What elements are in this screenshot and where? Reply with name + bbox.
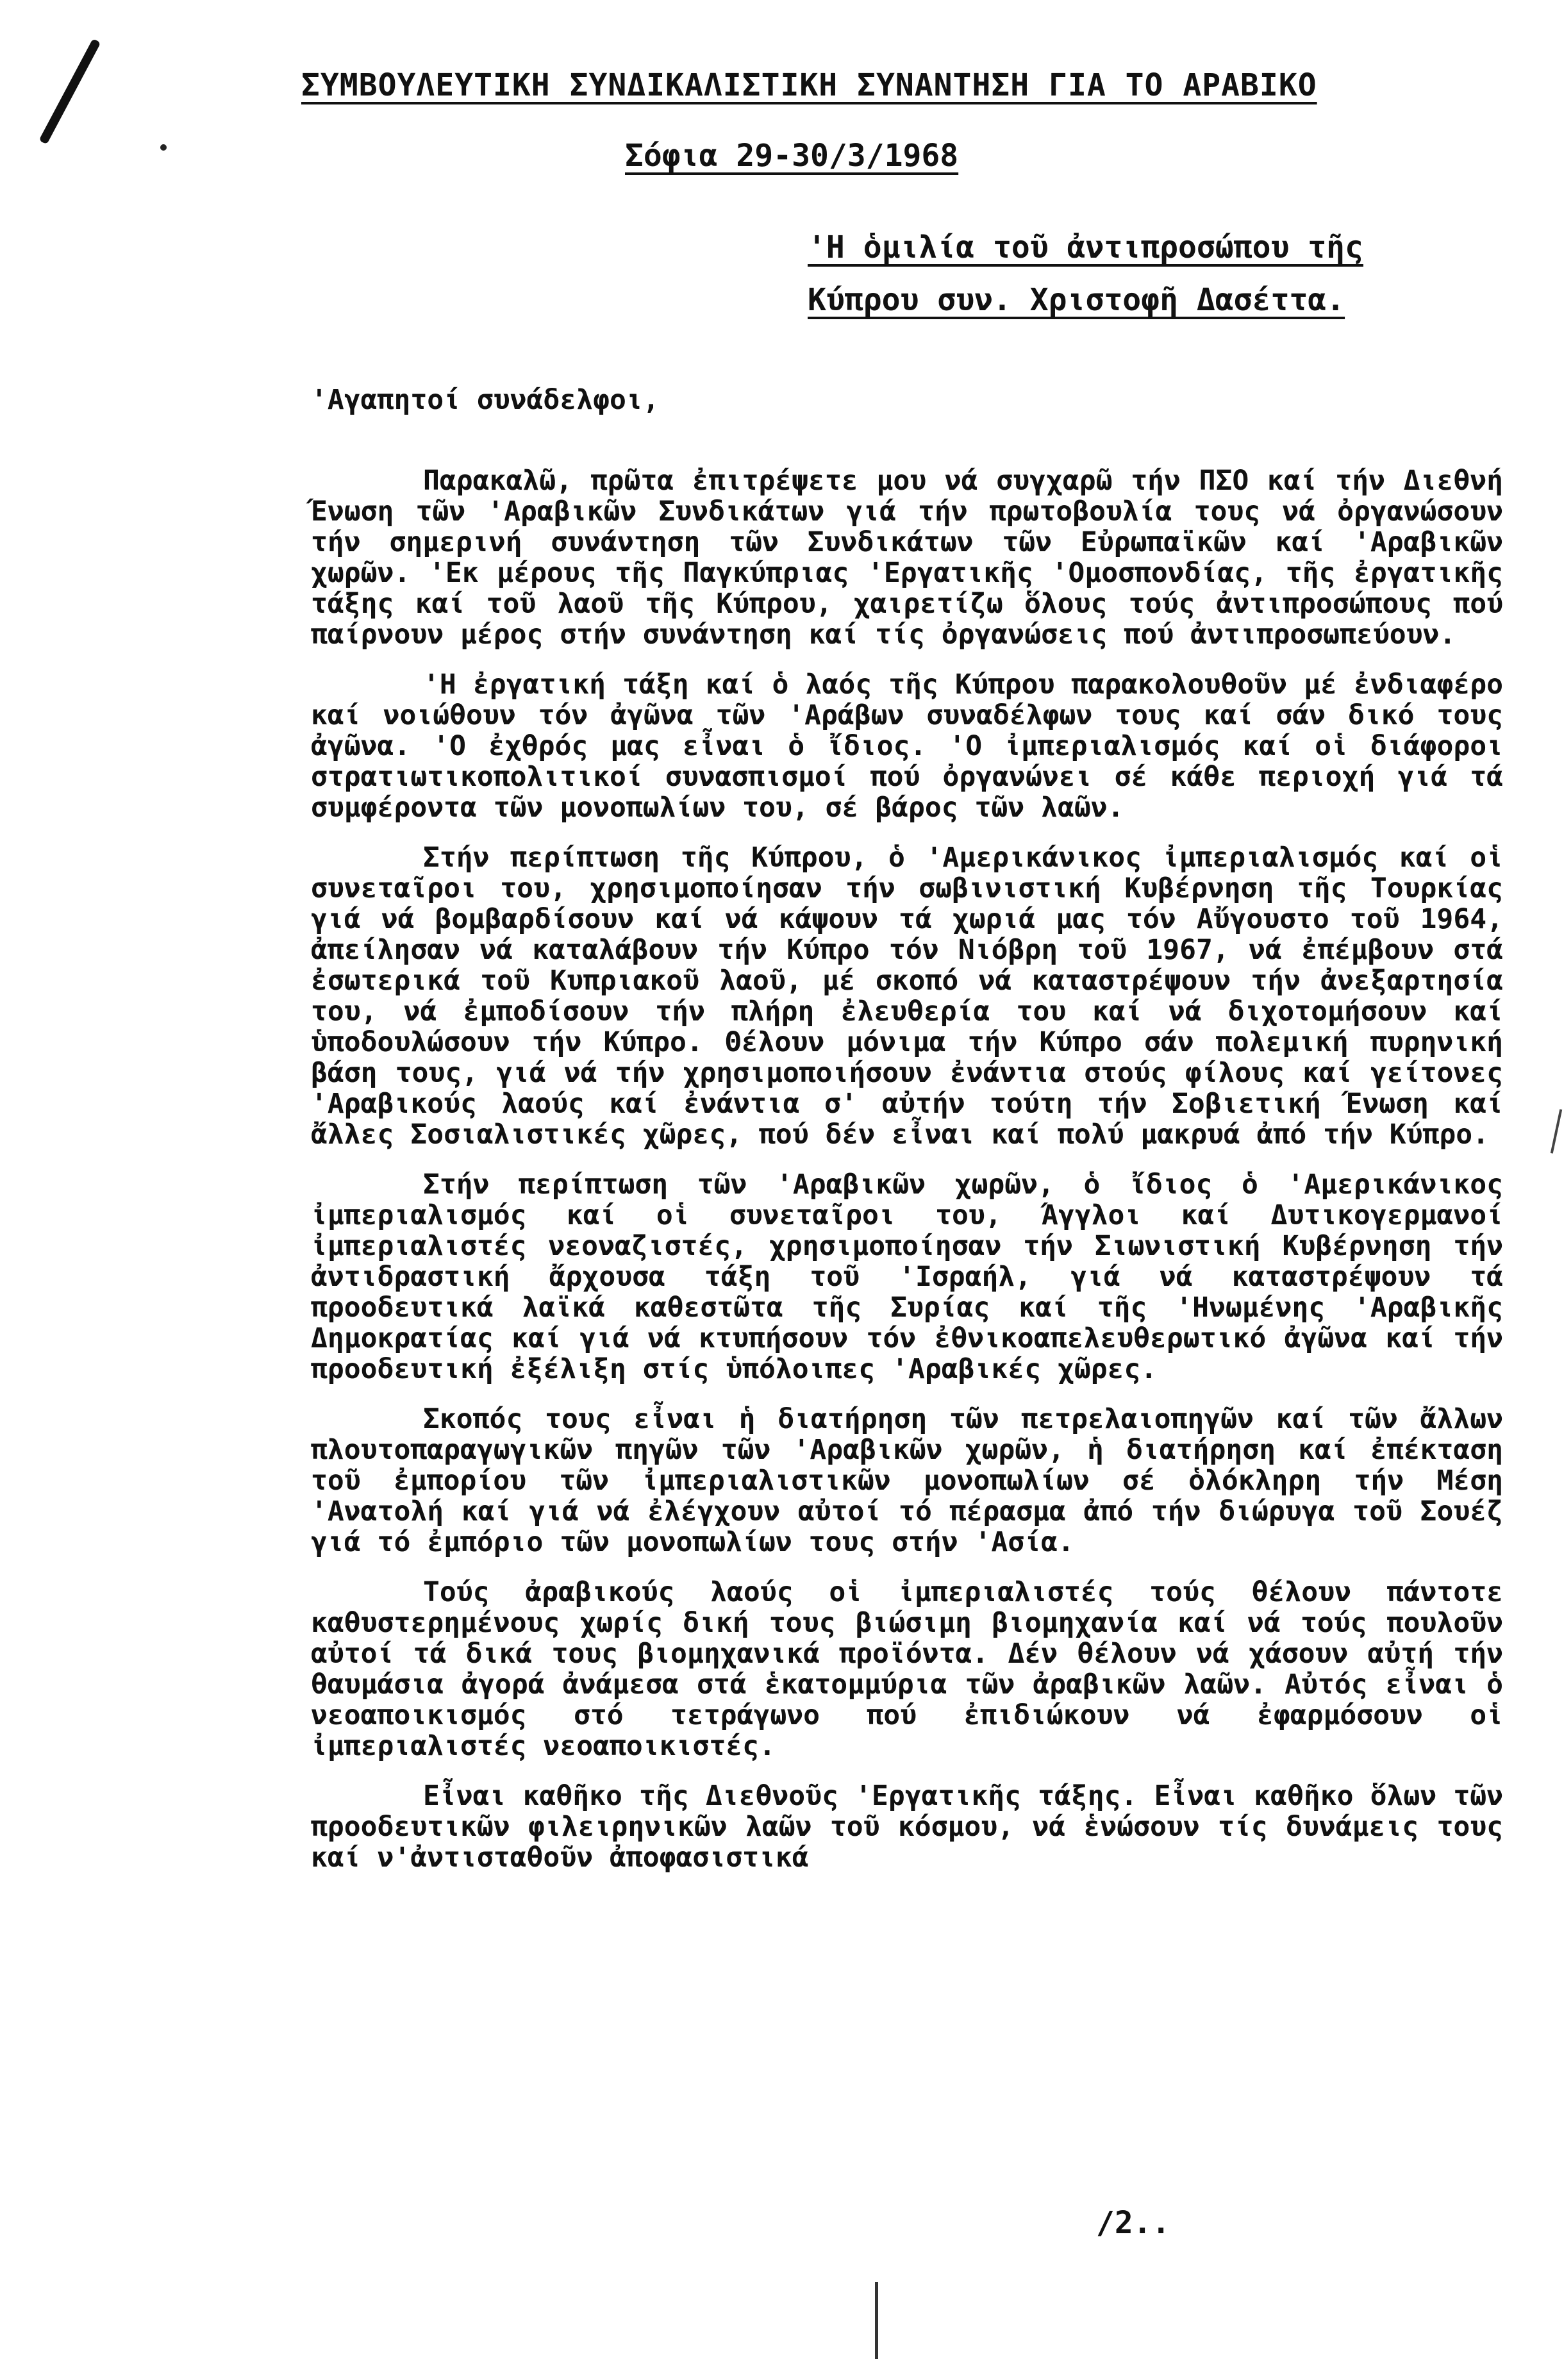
margin-pen-mark <box>38 38 101 145</box>
paragraph-3: Στήν περίπτωση τῆς Κύπρου, ὁ 'Αμερικάνικος ἰμπεριαλισμός καί οἱ συνεταῖροι του, χρησιμοποίησαν τήν σωβινιστική Κυβέρνηση τῆς Τουρκίας γιά νά βομβαρδίσουν καί νά κάψουν τά χωριά μας τόν Αὔγουστο τοῦ 1964, ἀπείλησαν νά καταλάβουν τήν Κύπρο τόν Νιόβρη τοῦ 1967, νά ἐπέμβουν στά ἐσωτερικά τοῦ Κυπριακοῦ λαοῦ, μέ σκοπό νά καταστρέψουν τήν ἀνεξαρτησία του, νά ἐμποδίσουν τήν πλήρη ἐλευθερία του καί νά διχοτομήσουν καί ὑποδουλώσουν τήν Κύπρο. Θέλουν μόνιμα τήν Κύπρο σάν πολεμική πυρηνική βάση τους, γιά νά τήν χρησιμοποιήσουν ἐνάντια στούς φίλους καί γείτονες 'Αραβικούς λαούς καί ἐνάντια σ' αὐτήν τούτη τήν Σοβιετική Ένωση καί ἄλλες Σοσιαλιστικές χῶρες, πού δέν εἶναι καί πολύ μακρυά ἀπό τήν Κύπρο. <box>311 842 1503 1151</box>
paragraph-7: Εἶναι καθῆκο τῆς Διεθνοῦς 'Εργατικῆς τάξης. Εἶναι καθῆκο ὅλων τῶν προοδευτικῶν φιλειρηνικῶν λαῶν τοῦ κόσμου, νά ἑνώσουν τίς δυνάμεις τους καί ν'ἀντισταθοῦν ἀποφασιστικά <box>311 1780 1503 1874</box>
speech-title-line-2: Κύπρου συν. Χριστοφῆ Δασέττα. <box>808 282 1345 318</box>
edge-scan-mark <box>1551 1109 1562 1153</box>
paragraph-5: Σκοπός τους εἶναι ἡ διατήρηση τῶν πετρελαιοπηγῶν καί τῶν ἄλλων πλουτοπαραγωγικῶν πηγῶν τῶν 'Αραβικῶν χωρῶν, ἡ διατήρηση καί ἐπέκταση τοῦ ἐμπορίου τῶν ἰμπεριαλιστικῶν μονοπωλίων σέ ὁλόκληρη τήν Μέση 'Ανατολή καί γιά νά ἐλέγχουν αὐτοί τό πέρασμα ἀπό τήν διώρυγα τοῦ Σουέζ γιά τό ἐμπόριο τῶν μονοπωλίων τους στήν 'Ασία. <box>311 1403 1503 1558</box>
speech-body <box>311 385 1503 1892</box>
fold-mark <box>875 2282 878 2359</box>
margin-dot <box>160 144 167 151</box>
paragraph-1: Παρακαλῶ, πρῶτα ἐπιτρέψετε μου νά συγχαρῶ τήν ΠΣΟ καί τήν Διεθνή Ένωση τῶν 'Αραβικῶν Συνδικάτων γιά τήν πρωτοβουλία τους νά ὀργανώσουν τήν σημερινή συνάντηση τῶν Συνδικάτων τῶν Εὐρωπαϊκῶν καί 'Αραβικῶν χωρῶν. 'Εκ μέρους τῆς Παγκύπριας 'Εργατικῆς 'Ομοσπονδίας, τῆς ἐργατικῆς τάξης καί τοῦ λαοῦ τῆς Κύπρου, χαιρετίζω ὅλους τούς ἀντιπροσώπους πού παίρνουν μέρος στήν συνάντηση καί τίς ὀργανώσεις πού ἀντιπροσωπεύουν. <box>311 465 1503 651</box>
document-date: Σόφια 29-30/3/1968 <box>625 138 959 174</box>
paragraph-6: Τούς ἀραβικούς λαούς οἱ ἰμπεριαλιστές τούς θέλουν πάντοτε καθυστερημένους χωρίς δική τους βιώσιμη βιομηχανία καί νά τούς πουλοῦν αὐτοί τά δικά τους βιομηχανικά προϊόντα. Δέν θέλουν νά χάσουν αὐτή τήν θαυμάσια ἀγορά ἀνάμεσα στά ἑκατομμύρια τῶν ἀραβικῶν λαῶν. Αὐτός εἶναι ὁ νεοαποικισμός στό τετράγωνο πού ἐπιδιώκουν νά ἐφαρμόσουν οἱ ἰμπεριαλιστές νεοαποικιστές. <box>311 1576 1503 1762</box>
page-number: /2.. <box>1096 2205 1170 2241</box>
paragraph-2: 'Η ἐργατική τάξη καί ὁ λαός τῆς Κύπρου παρακολουθοῦν μέ ἐνδιαφέρο καί νοιώθουν τόν ἀγῶνα τῶν 'Αράβων συναδέλφων τους καί σάν δικό τους ἀγῶνα. 'Ο ἐχθρός μας εἶναι ὁ ἴδιος. 'Ο ἰμπεριαλισμός καί οἱ διάφοροι στρατιωτικοπολιτικοί συνασπισμοί πού ὀργανώνει σέ κάθε περιοχή γιά τά συμφέροντα τῶν μονοπωλίων του, σέ βάρος τῶν λαῶν. <box>311 669 1503 824</box>
speech-title-line-1: 'Η ὁμιλία τοῦ ἀντιπροσώπου τῆς <box>808 229 1363 265</box>
document-title: ΣΥΜΒΟΥΛΕΥΤΙΚΗ ΣΥΝΔΙΚΑΛΙΣΤΙΚΗ ΣΥΝΑΝΤΗΣΗ ΓΙΑ ΤΟ ΑΡΑΒΙΚΟ <box>301 67 1317 103</box>
salutation: 'Αγαπητοί συνάδελφοι, <box>311 384 660 416</box>
paragraph-4: Στήν περίπτωση τῶν 'Αραβικῶν χωρῶν, ὁ ἴδιος ὁ 'Αμερικάνικος ἰμπεριαλισμός καί οἱ συνεταῖροι του, Άγγλοι καί Δυτικογερμανοί ἰμπεριαλιστές νεοναζιστές, χρησιμοποίησαν τήν Σιωνιστική Κυβέρνηση τήν ἀντιδραστική ἄρχουσα τάξη τοῦ 'Ισραήλ, γιά νά καταστρέψουν τά προοδευτικά λαϊκά καθεστῶτα τῆς Συρίας καί τῆς 'Ηνωμένης 'Αραβικῆς Δημοκρατίας καί γιά νά κτυπήσουν τόν ἐθνικοαπελευθερωτικό ἀγῶνα καί τήν προοδευτική ἐξέλιξη στίς ὑπόλοιπες 'Αραβικές χῶρες. <box>311 1169 1503 1385</box>
speech-title <box>808 221 1436 326</box>
